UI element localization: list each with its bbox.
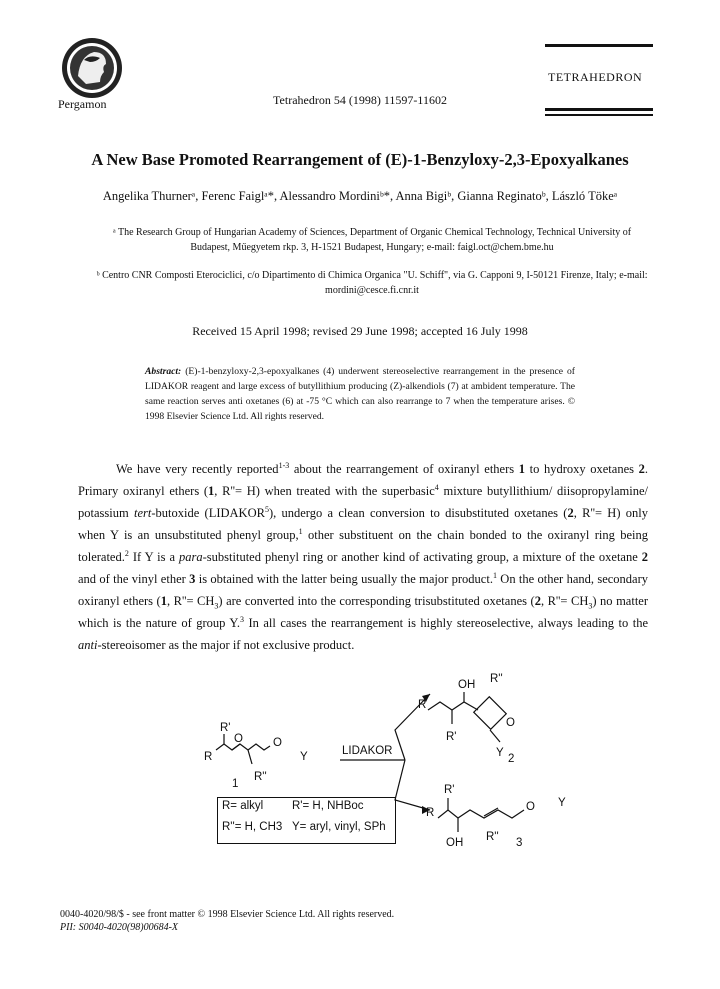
scheme-label: R — [426, 807, 435, 819]
scheme-label: R'' — [486, 831, 499, 843]
journal-name: TETRAHEDRON — [548, 70, 643, 84]
scheme-label: Y — [558, 797, 566, 809]
abstract-text: (E)-1-benzyloxy-2,3-epoxyalkanes (4) underwent stereoselective rearrangement in the presence of LIDAKOR reagent and large excess of butyllithium producing (Z)-alkendiols (7) at ambident temperature. The same reaction serves anti oxetanes (6) at -75 °C which can also rearrange to 7 when the temperature arises. © 1998 Elsevier Science Ltd. All rights reserved. — [145, 366, 575, 422]
oxetane-ring — [474, 697, 507, 730]
condition-r: R= alkyl — [222, 800, 264, 812]
scheme-label: R — [204, 751, 213, 763]
affiliation-a: ᵃ The Research Group of Hungarian Academy of Sciences, Department of Organic Chemical Technology, Technical University of Budapest, Műegyetem rkp. 3, H-1521 Budapest, Hungary; e-mail: faigl.oct@chem.bme.hu — [112, 227, 632, 253]
header-rule-bottom-thin — [545, 114, 653, 116]
copyright-footer — [60, 908, 394, 934]
abstract — [145, 364, 575, 424]
pii-line: PII: S0040-4020(98)00684-X — [60, 922, 179, 933]
affiliation-b: ᵇ Centro CNR Composti Eterociclici, c/o Dipartimento di Chimica Organica "U. Schiff", via G. Capponi 9, I-50121 Firenze, Italy; e-mail: mordini@cesce.fi.cnr.it — [96, 270, 648, 296]
condition-y: Y= aryl, vinyl, SPh — [292, 821, 386, 833]
copyright-line: 0040-4020/98/$ - see front matter © 1998 Elsevier Science Ltd. All rights reserved. — [60, 909, 395, 920]
compound-number: 3 — [516, 837, 523, 849]
author-list: Angelika Thurnerᵃ, Ferenc Faiglᵃ*, Alessandro Mordiniᵇ*, Anna Bigiᵇ, Gianna Reginatoᵇ, László Tökeᵃ — [102, 189, 618, 203]
scheme-label: O — [506, 717, 515, 729]
reagent-label: LIDAKOR — [342, 745, 393, 757]
body-text — [78, 458, 648, 656]
scheme-label: R — [418, 699, 427, 711]
condition-r-prime: R'= H, NHBoc — [292, 800, 364, 812]
scheme-label: OH — [458, 679, 476, 691]
compound-3-chain — [438, 810, 524, 818]
compound-number: 1 — [232, 778, 239, 790]
scheme-label: R'' — [490, 673, 503, 685]
received-dates: Received 15 April 1998; revised 29 June 1998; accepted 16 July 1998 — [192, 324, 528, 338]
scheme-label: R' — [220, 722, 231, 734]
scheme-label: OH — [446, 837, 464, 849]
pergamon-logo-icon — [60, 36, 124, 100]
publisher-name: Pergamon — [58, 97, 107, 111]
scheme-label: R' — [446, 731, 457, 743]
scheme-label: O — [273, 737, 282, 749]
condition-r-dprime: R''= H, CH3 — [222, 821, 283, 833]
scheme-label: O — [234, 733, 243, 745]
scheme-label: O — [526, 801, 535, 813]
header-rule-bottom — [545, 108, 653, 111]
compound-1-chain — [216, 744, 270, 750]
scheme-label: Y — [300, 751, 308, 763]
compound-number: 2 — [508, 753, 515, 765]
scheme-label: Y — [496, 747, 504, 759]
scheme-label: R'' — [254, 771, 267, 783]
paragraph-1: We have very recently reported$^{1-3}$ about the rearrangement of oxiranyl ethers 1 to hydroxy oxetanes 2. Primary oxiranyl ethers (1, R''= H) when treated with the superbasic$^4$ mixture butyllithium/ diisopropylamine/ potassium tert-butoxide (LIDAKOR$^5$), undergo a clean conversion to disubstituted oxetanes (2, R''= H) only when Y is an unsubstituted phenyl group,$^1$ other substituent on the chain bonded to the oxiranyl ring being tolerated.$^2$ If Y is a para-substituted phenyl ring or another kind of activating group, a mixture of the oxetane 2 and of the vinyl ether 3 is obtained with the latter being usually the major product.$^1$ On the other hand, secondary oxiranyl ethers (1, $R''= CH_3$) are converted into the corresponding trisubstituted oxetanes (2, $R''= CH_3$) no matter which is the nature of group Y.$^3$ In all cases the rearrangement is highly stereoselective, always leading to the anti-stereoisomer as the major if not exclusive product. — [78, 460, 649, 652]
reaction-scheme — [190, 660, 590, 880]
abstract-lead: Abstract: — [145, 366, 182, 377]
compound-2-chain — [428, 702, 478, 710]
journal-citation: Tetrahedron 54 (1998) 11597-11602 — [273, 93, 447, 107]
scheme-label: R' — [444, 784, 455, 796]
header-rule-top — [545, 44, 653, 47]
arrow-to-3 — [395, 760, 430, 810]
paper-title: A New Base Promoted Rearrangement of (E)-1-Benzyloxy-2,3-Epoxyalkanes — [91, 150, 629, 169]
